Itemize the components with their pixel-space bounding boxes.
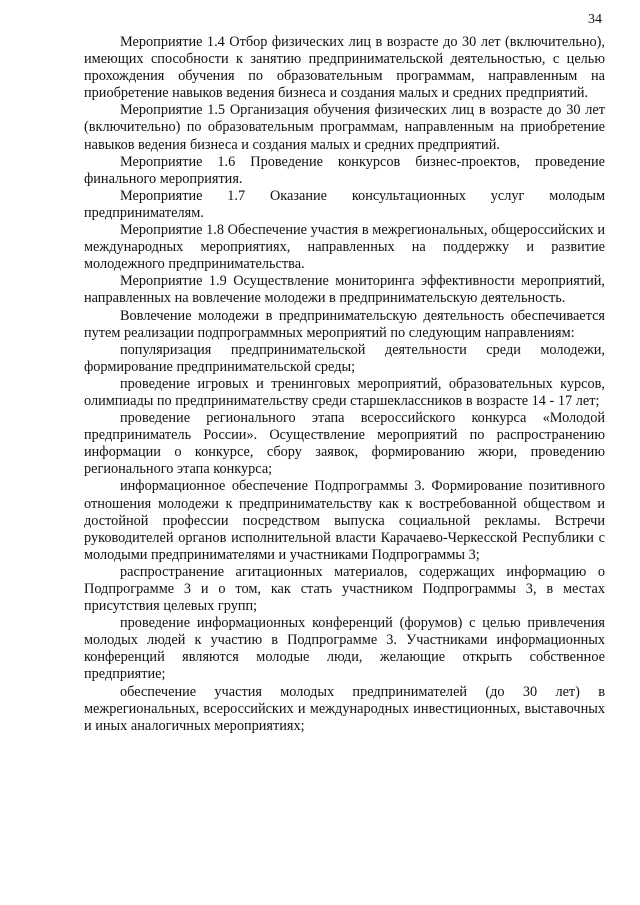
page-number: 34 [588, 12, 602, 27]
list-item-regional-contest: проведение регионального этапа всероссийского конкурса «Молодой предприниматель России». Осуществление мероприятий по распространению информации о конкурсе, сбору заявок, формированию жюри, проведению регионального этапа конкурса; [84, 410, 605, 478]
paragraph-event-1-4: Мероприятие 1.4 Отбор физических лиц в возрасте до 30 лет (включительно), имеющих способности к занятию предпринимательской деятельностью, с целью прохождения обучения по образовательным программам, направленным на приобретение навыков ведения бизнеса и создания малых и средних предприятий. [84, 34, 605, 102]
list-item-information-conferences: проведение информационных конференций (форумов) с целью привлечения молодых людей к участию в Подпрограмме 3. Участниками информационных конференций являются молодые люди, желающие открыть собственное предприятие; [84, 615, 605, 683]
paragraph-event-1-7: Мероприятие 1.7 Оказание консультационных услуг молодым предпринимателям. [84, 187, 605, 221]
document-body [84, 34, 605, 735]
list-item-popularization: популяризация предпринимательской деятельности среди молодежи, формирование предпринимательской среды; [84, 341, 605, 375]
list-item-participation-events: обеспечение участия молодых предпринимателей (до 30 лет) в межрегиональных, всероссийских и международных инвестиционных, выставочных и иных аналогичных мероприятиях; [84, 683, 605, 734]
paragraph-youth-involvement-intro: Вовлечение молодежи в предпринимательскую деятельность обеспечивается путем реализации подпрограммных мероприятий по следующим направлениям: [84, 307, 605, 341]
list-item-information-support: информационное обеспечение Подпрограммы 3. Формирование позитивного отношения молодежи к предпринимательству как к востребованной обществом и достойной профессии посредством выпуска социальной рекламы. Встречи руководителей органов исполнительной власти Карачаево-Черкесской Республики с молодыми предпринимателями и участниками Подпрограммы 3; [84, 478, 605, 563]
paragraph-event-1-9: Мероприятие 1.9 Осуществление мониторинга эффективности мероприятий, направленных на вовлечение молодежи в предпринимательскую деятельность. [84, 273, 605, 307]
paragraph-event-1-6: Мероприятие 1.6 Проведение конкурсов бизнес-проектов, проведение финального мероприятия. [84, 153, 605, 187]
paragraph-event-1-8: Мероприятие 1.8 Обеспечение участия в межрегиональных, общероссийских и международных мероприятиях, направленных на поддержку и развитие молодежного предпринимательства. [84, 222, 605, 273]
paragraph-event-1-5: Мероприятие 1.5 Организация обучения физических лиц в возрасте до 30 лет (включительно) по образовательным программам, направленным на приобретение навыков ведения бизнеса и создания малых и средних предприятий. [84, 102, 605, 153]
list-item-campaign-materials: распространение агитационных материалов, содержащих информацию о Подпрограмме 3 и о том, как стать участником Подпрограммы 3, в местах присутствия целевых групп; [84, 563, 605, 615]
list-item-games-trainings: проведение игровых и тренинговых мероприятий, образовательных курсов, олимпиады по предпринимательству среди старшеклассников в возрасте 14 - 17 лет; [84, 375, 605, 409]
